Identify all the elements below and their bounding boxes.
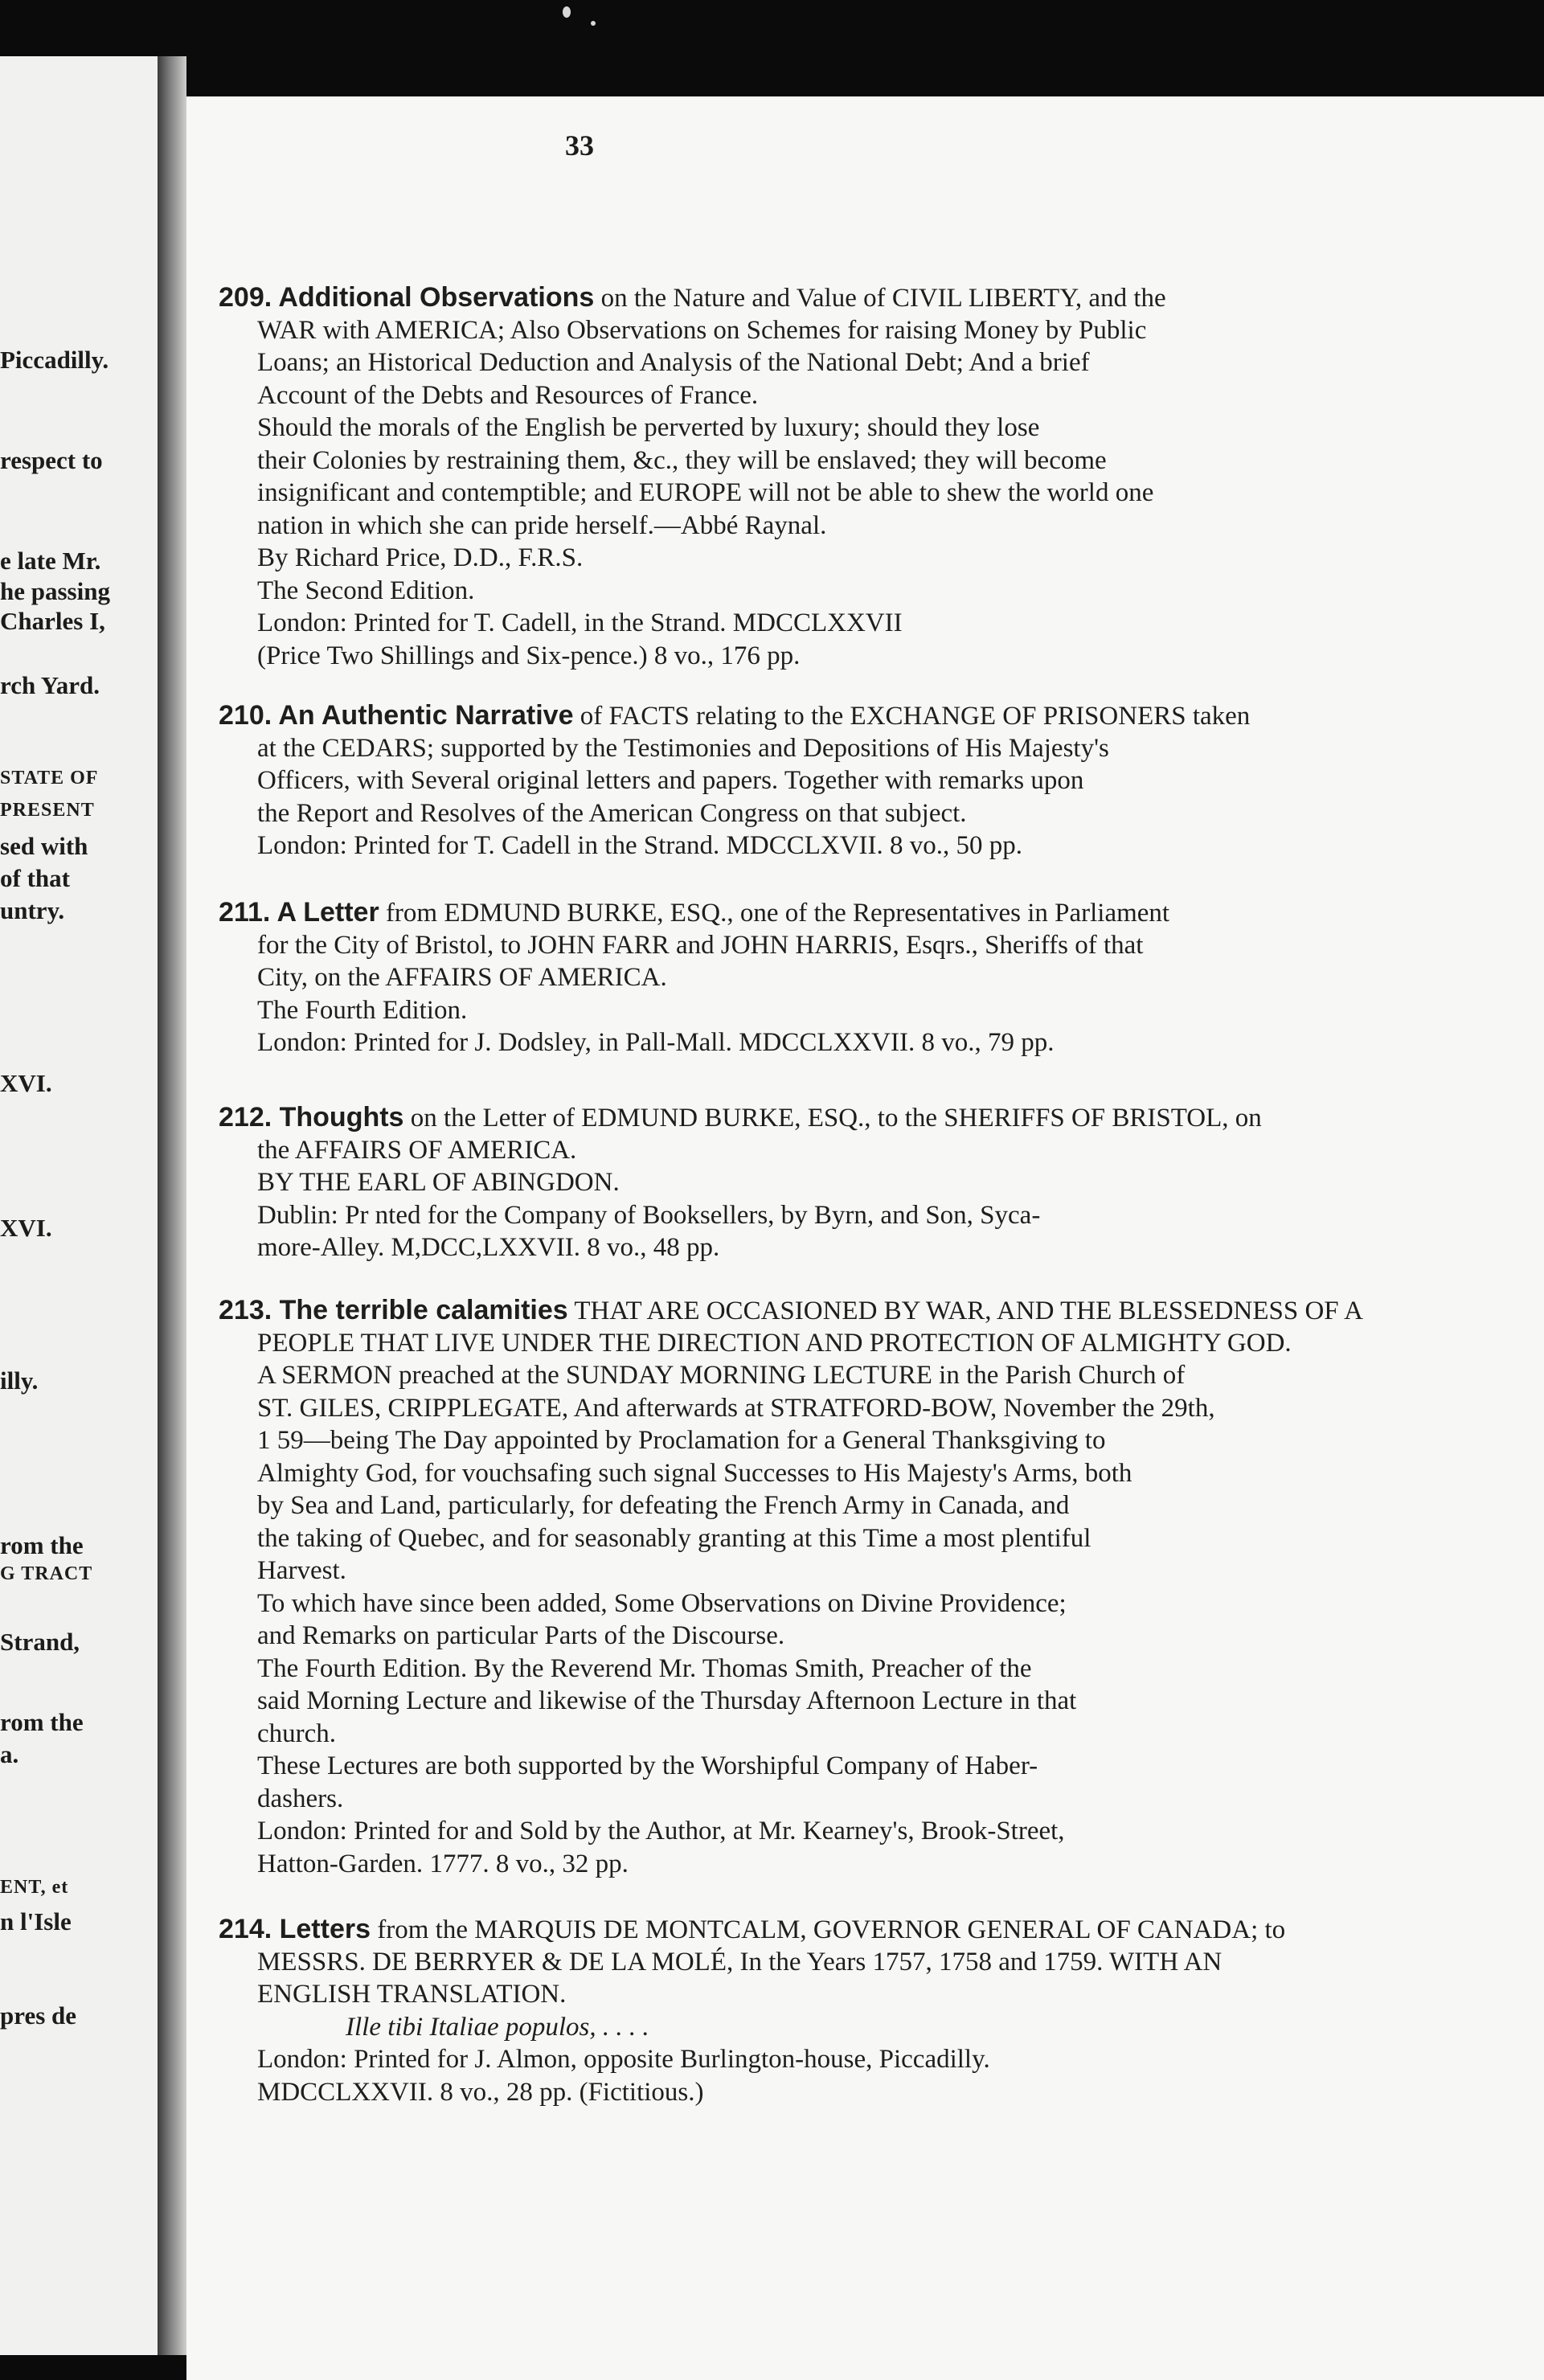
entry-line	[257, 1718, 336, 1750]
entry-text: by Sea and Land, particularly, for defeating the French Army in Canada, and	[257, 1491, 1070, 1520]
entry-heading-line	[219, 281, 1166, 314]
entry-line	[257, 1522, 1091, 1555]
entry-line	[257, 929, 1143, 961]
left-page-fragment: he passing	[0, 577, 110, 605]
entry-text: MESSRS. DE BERRYER & DE LA MOLÉ, In the Years 1757, 1758 and 1759. WITH AN	[257, 1948, 1223, 1977]
entry-text: on the Nature and Value of CIVIL LIBERTY, and the	[594, 284, 1166, 313]
entry-line	[257, 1978, 566, 2010]
entry-text: Hatton-Garden. 1777. 8 vo., 32 pp.	[257, 1850, 629, 1878]
entry-text: Almighty God, for vouchsafing such signal Successes to His Majesty's Arms, both	[257, 1459, 1132, 1488]
left-page-fragment: Piccadilly.	[0, 346, 109, 374]
entry-line	[257, 830, 1022, 862]
entry-title: Thoughts	[279, 1102, 404, 1133]
entry-number: 211.	[219, 897, 277, 928]
entry-text: BY THE EARL OF ABINGDON.	[257, 1168, 620, 1197]
entry-text: of FACTS relating to the EXCHANGE OF PRISONERS taken	[573, 702, 1251, 731]
entry-text: at the CEDARS; supported by the Testimonies and Depositions of His Majesty's	[257, 734, 1109, 763]
entry-text: said Morning Lecture and likewise of the Thursday Afternoon Lecture in that	[257, 1686, 1077, 1715]
entry-title: Additional Observations	[278, 282, 595, 313]
entry-line	[257, 1587, 1067, 1620]
entry-text: London: Printed for J. Almon, opposite Burlington-house, Piccadilly.	[257, 2045, 990, 2074]
entry-line	[257, 994, 467, 1026]
left-page-fragment: rom the	[0, 1708, 84, 1736]
entry-text: the Report and Resolves of the American Congress on that subject.	[257, 799, 967, 828]
entry-text: MDCCLXXVII. 8 vo., 28 pp. (Fictitious.)	[257, 2078, 704, 2107]
entry-heading-line	[219, 1294, 1363, 1327]
entry-number: 209.	[219, 282, 279, 313]
entry-text: the taking of Quebec, and for seasonably granting at this Time a most plentiful	[257, 1524, 1091, 1553]
entry-text: and Remarks on particular Parts of the Discourse.	[257, 1621, 785, 1650]
entry-line	[257, 1026, 1054, 1059]
entry-text: Account of the Debts and Resources of France.	[257, 381, 759, 410]
entry-line	[257, 1620, 784, 1652]
entry-heading-line	[219, 896, 1169, 929]
entry-text: Officers, with Several original letters and papers. Together with remarks upon	[257, 766, 1084, 795]
entry-text: WAR with AMERICA; Also Observations on Schemes for raising Money by Public	[257, 316, 1147, 345]
entry-text: A SERMON preached at the SUNDAY MORNING LECTURE in the Parish Church of	[257, 1361, 1186, 1390]
entry-heading-line	[219, 699, 1250, 732]
entry-text: London: Printed for J. Dodsley, in Pall-Mall. MDCCLXXVII. 8 vo., 79 pp.	[257, 1028, 1055, 1057]
entry-line	[257, 1555, 346, 1587]
entry-text: from EDMUND BURKE, ESQ., one of the Representatives in Parliament	[379, 899, 1170, 928]
entry-text: ENGLISH TRANSLATION.	[257, 1980, 567, 2009]
entry-line	[257, 797, 967, 830]
entry-number: 214.	[219, 1914, 280, 1944]
entry-title: The terrible calamities	[279, 1295, 568, 1325]
entry-text: Loans; an Historical Deduction and Analysis of the National Debt; And a brief	[257, 348, 1090, 377]
left-page-fragment: n l'Isle	[0, 1907, 72, 1936]
entry-line	[257, 1946, 1222, 1978]
left-page-fragment: Strand,	[0, 1628, 80, 1656]
entry-line	[257, 1685, 1076, 1717]
left-page-edge	[0, 56, 158, 2355]
entry-line	[257, 1750, 1038, 1782]
entry-title: A Letter	[276, 897, 379, 928]
entry-line	[257, 1392, 1215, 1424]
entry-line	[257, 1424, 1105, 1456]
entry-line	[257, 1653, 1032, 1685]
entry-line	[257, 542, 583, 574]
left-page-fragment: ENT, et	[0, 1877, 69, 1898]
entry-line	[257, 1457, 1132, 1489]
left-page-fragment: STATE OF	[0, 768, 99, 789]
left-page-fragment: sed with	[0, 832, 88, 860]
entry-text: The Fourth Edition. By the Reverend Mr. Thomas Smith, Preacher of the	[257, 1654, 1032, 1683]
entry-line	[257, 1815, 1065, 1847]
left-page-fragment: Charles I,	[0, 607, 105, 635]
entry-number: 213.	[219, 1295, 280, 1325]
entry-line	[257, 1199, 1040, 1231]
entry-line	[257, 1134, 576, 1166]
entry-text: on the Letter of EDMUND BURKE, ESQ., to the SHERIFFS OF BRISTOL, on	[403, 1104, 1262, 1133]
entry-line	[257, 444, 1107, 477]
entry-line	[257, 607, 903, 639]
entry-line	[257, 961, 667, 993]
entry-text: Should the morals of the English be perverted by luxury; should they lose	[257, 413, 1040, 442]
left-page-fragment: a.	[0, 1740, 19, 1768]
entry-line	[257, 314, 1146, 346]
left-page-fragment: XVI.	[0, 1214, 52, 1242]
entry-text: the AFFAIRS OF AMERICA.	[257, 1136, 577, 1165]
entry-line	[257, 764, 1083, 797]
entry-text: London: Printed for T. Cadell, in the Strand. MDCCLXXVII	[257, 608, 903, 637]
entry-text: from the MARQUIS DE MONTCALM, GOVERNOR GENERAL OF CANADA; to	[371, 1915, 1286, 1944]
entry-text: Dublin: Pr nted for the Company of Booksellers, by Byrn, and Son, Syca-	[257, 1201, 1041, 1230]
entry-line	[257, 346, 1090, 379]
entry-line	[257, 1166, 620, 1198]
entry-line	[257, 477, 1153, 509]
entry-line	[257, 412, 1039, 444]
entry-text: (Price Two Shillings and Six-pence.) 8 vo., 176 pp.	[257, 641, 801, 670]
entry-number: 212.	[219, 1102, 280, 1133]
entry-line	[257, 1359, 1185, 1391]
left-page-fragment: rch Yard.	[0, 671, 100, 699]
entry-text: Harvest.	[257, 1556, 346, 1585]
scan-speck	[563, 6, 571, 18]
entry-line	[257, 1231, 719, 1264]
left-page-fragment: illy.	[0, 1366, 39, 1395]
entry-text: church.	[257, 1719, 337, 1748]
entry-line	[257, 2076, 704, 2108]
left-page-fragment: XVI.	[0, 1069, 52, 1097]
entry-text: dashers.	[257, 1784, 344, 1813]
entry-text: more-Alley. M,DCC,LXXVII. 8 vo., 48 pp.	[257, 1233, 720, 1262]
left-page-fragment: of that	[0, 864, 70, 892]
entry-text: PEOPLE THAT LIVE UNDER THE DIRECTION AND PROTECTION OF ALMIGHTY GOD.	[257, 1329, 1292, 1358]
entry-text: To which have since been added, Some Observations on Divine Providence;	[257, 1589, 1067, 1618]
entry-text: City, on the AFFAIRS OF AMERICA.	[257, 963, 667, 992]
left-page-fragment: PRESENT	[0, 800, 95, 821]
entry-text: their Colonies by restraining them, &c., they will be enslaved; they will become	[257, 446, 1107, 475]
entry-line	[257, 640, 800, 672]
entry-text: London: Printed for T. Cadell in the Strand. MDCCLXVII. 8 vo., 50 pp.	[257, 831, 1023, 860]
entry-text: Ille tibi Italiae populos, . . . .	[346, 2013, 649, 2042]
left-page-fragment: untry.	[0, 896, 65, 924]
entry-line	[257, 510, 826, 542]
entry-line	[257, 575, 474, 607]
entry-line	[257, 732, 1109, 764]
entry-text: 1 59—being The Day appointed by Proclamation for a General Thanksgiving to	[257, 1426, 1106, 1455]
entry-text: THAT ARE OCCASIONED BY WAR, AND THE BLESSEDNESS OF A	[567, 1297, 1363, 1325]
left-page-fragment: G TRACT	[0, 1563, 93, 1584]
entry-text: These Lectures are both supported by the Worshipful Company of Haber-	[257, 1751, 1038, 1780]
page-number: 33	[565, 129, 594, 162]
entry-line	[346, 2011, 649, 2043]
entry-text: ST. GILES, CRIPPLEGATE, And afterwards at STRATFORD-BOW, November the 29th,	[257, 1394, 1215, 1423]
entry-line	[257, 1327, 1292, 1359]
entry-line	[257, 2043, 990, 2075]
entry-heading-line	[219, 1101, 1262, 1134]
book-gutter	[158, 56, 186, 2355]
entry-line	[257, 1783, 343, 1815]
entry-text: nation in which she can pride herself.—Abbé Raynal.	[257, 511, 827, 540]
entry-title: Letters	[279, 1914, 371, 1944]
entry-text: By Richard Price, D.D., F.R.S.	[257, 543, 584, 572]
left-page-fragment: e late Mr.	[0, 547, 101, 575]
entry-line	[257, 1848, 629, 1880]
left-page-fragment: respect to	[0, 446, 103, 474]
entry-text: The Second Edition.	[257, 576, 475, 605]
entry-text: The Fourth Edition.	[257, 996, 468, 1025]
entry-text: for the City of Bristol, to JOHN FARR and JOHN HARRIS, Esqrs., Sheriffs of that	[257, 931, 1144, 960]
left-page-fragment: pres de	[0, 2001, 77, 2030]
entry-heading-line	[219, 1913, 1285, 1946]
entry-title: An Authentic Narrative	[278, 700, 574, 731]
entry-text: insignificant and contemptible; and EUROPE will not be able to shew the world one	[257, 478, 1154, 507]
left-page-fragment: rom the	[0, 1531, 84, 1559]
entry-line	[257, 379, 758, 412]
entry-number: 210.	[219, 700, 279, 731]
scan-speck	[591, 21, 596, 26]
entry-line	[257, 1489, 1069, 1522]
entry-text: London: Printed for and Sold by the Author, at Mr. Kearney's, Brook-Street,	[257, 1817, 1065, 1845]
